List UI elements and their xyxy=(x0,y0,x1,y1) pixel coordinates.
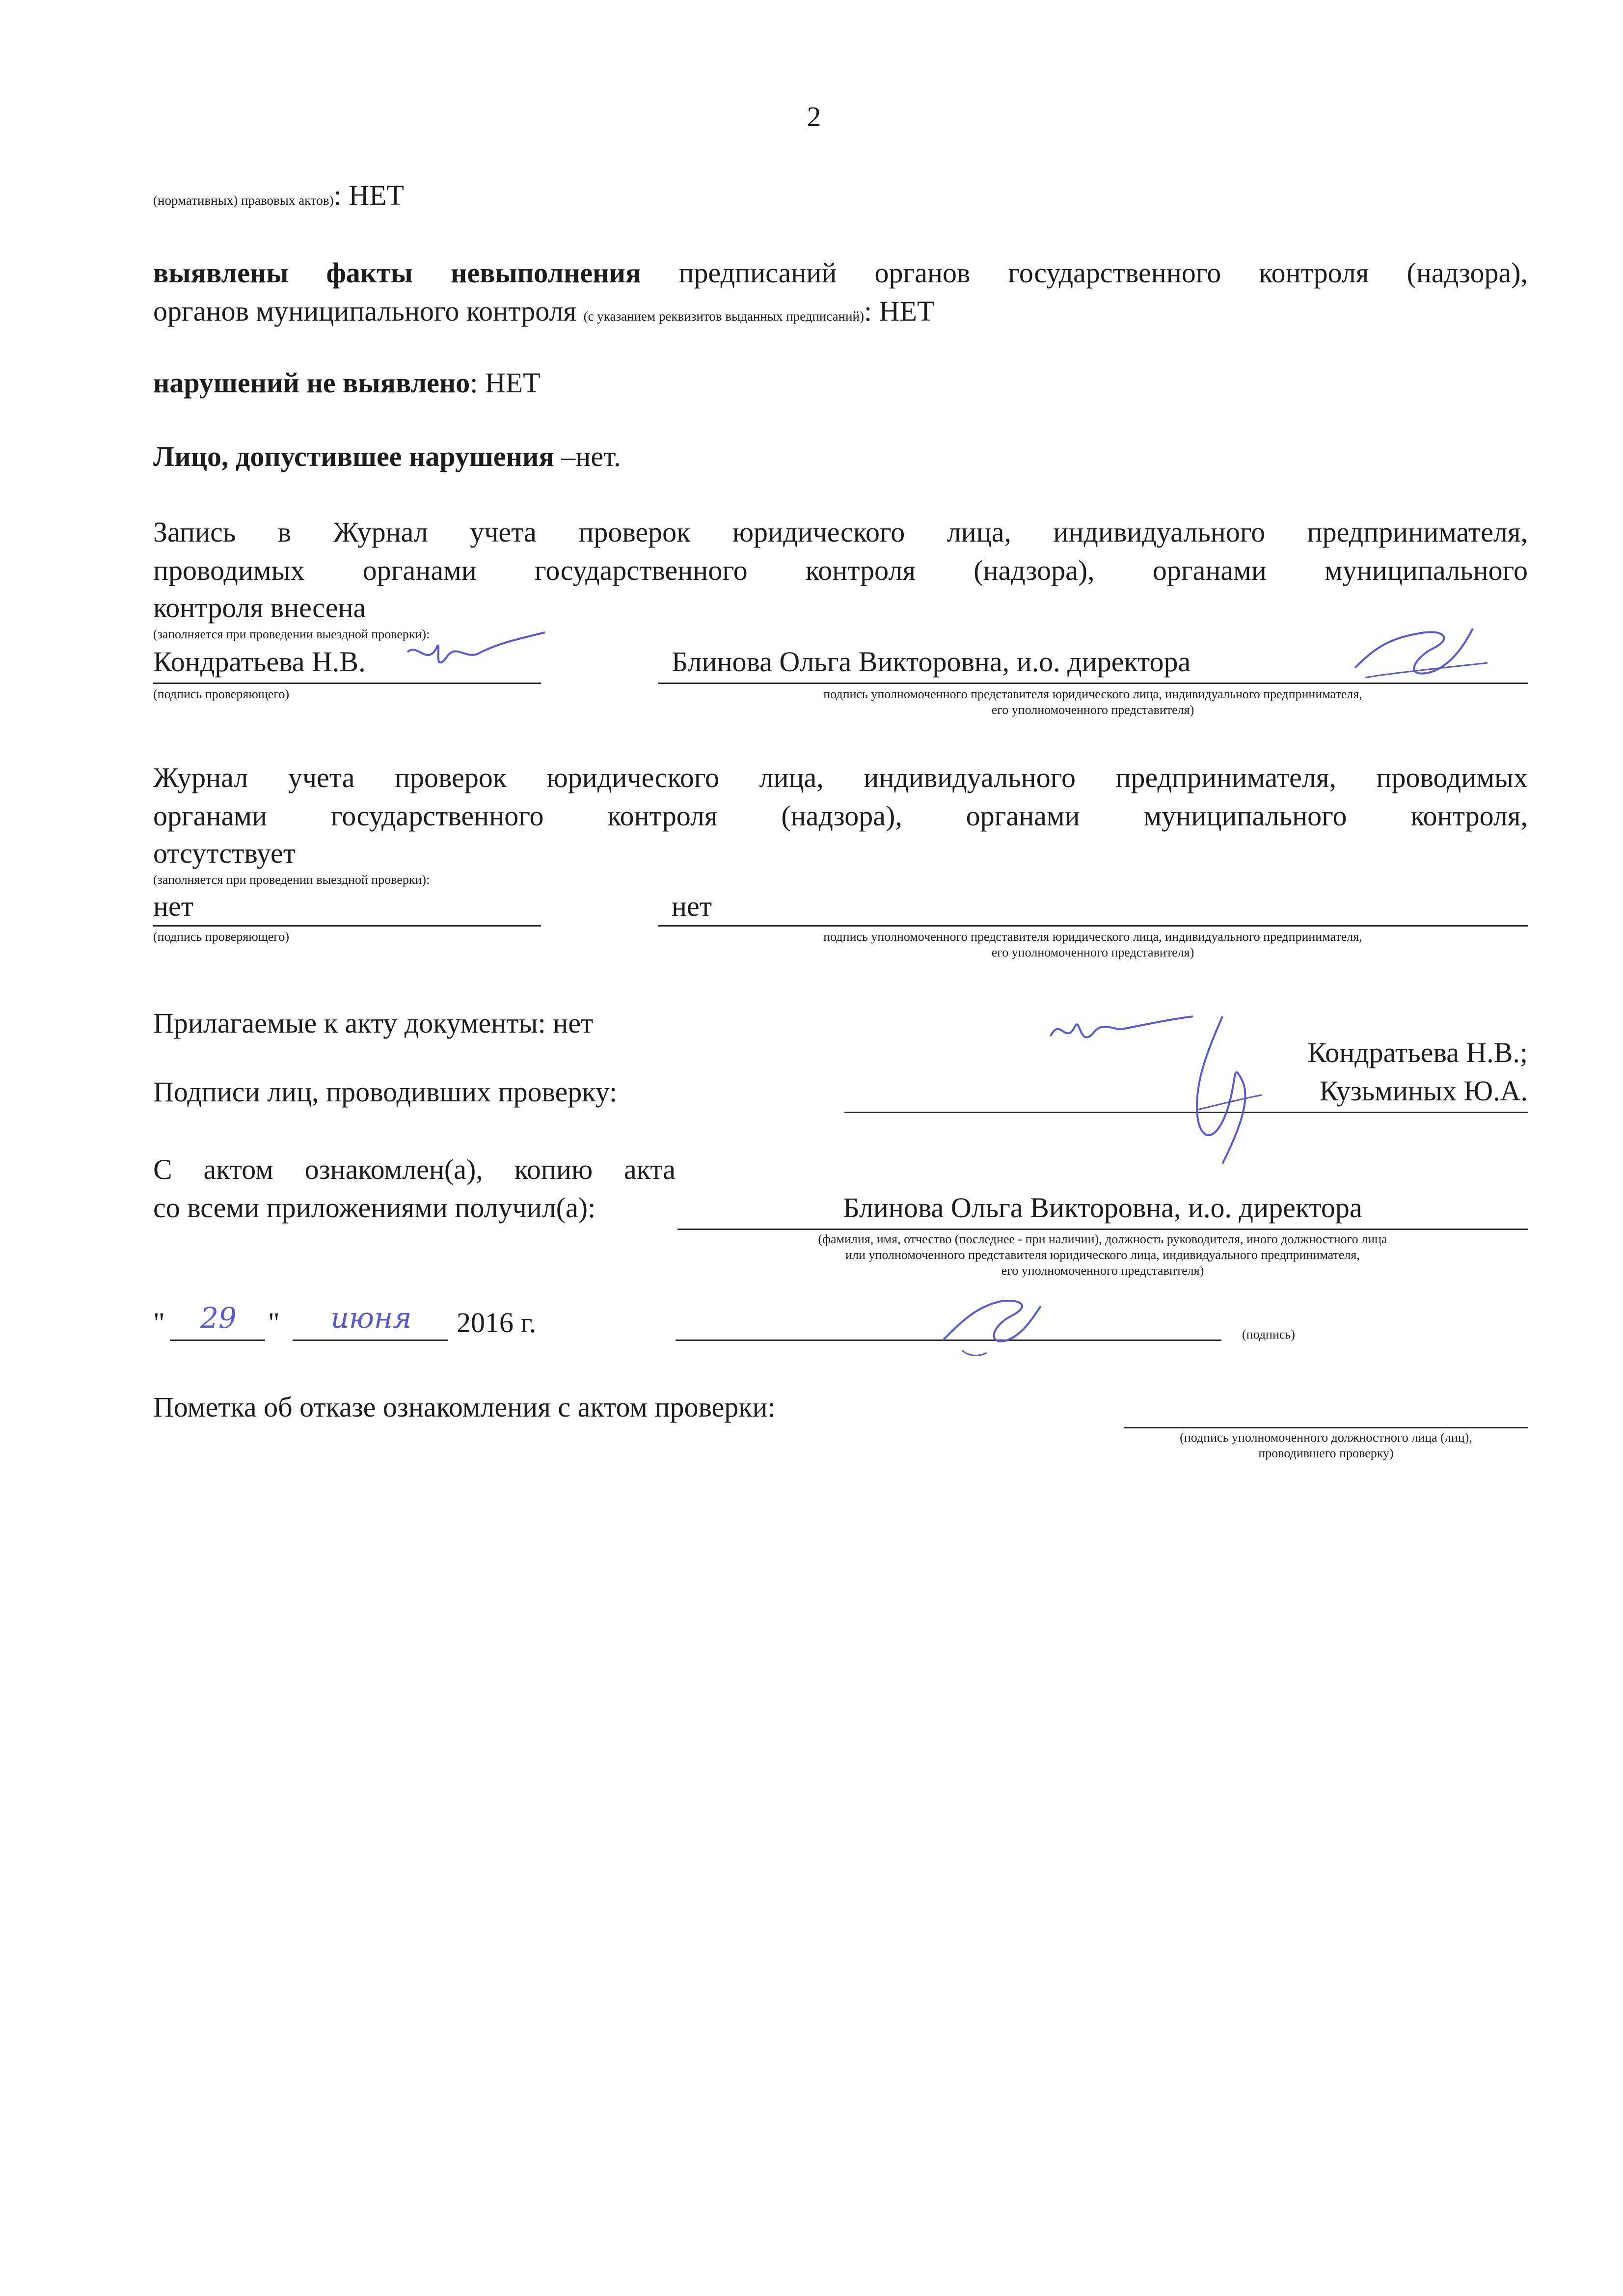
representative-name: Блинова Ольга Викторовна, и.о. директора xyxy=(672,646,1191,678)
journal-entry-line-2: проводимых органами государственного контроля (надзора), органами муниципального xyxy=(153,554,1528,586)
non-fulfilment-line-1 xyxy=(153,254,1528,292)
non-fulfilment-line-2 xyxy=(153,293,934,330)
violator-line xyxy=(153,438,621,475)
no-violations-heading: нарушений не выявлено xyxy=(153,367,470,399)
violator-value: –нет. xyxy=(554,440,621,472)
page-number: 2 xyxy=(807,101,821,133)
inspector-caption: (подпись проверяющего) xyxy=(153,687,289,701)
refusal-caption-1: (подпись уполномоченного должностного лица (лиц), xyxy=(1180,1430,1472,1445)
non-fulfilment-text: предписаний органов государственного контроля (надзора), xyxy=(641,257,1528,289)
inspector-signature-mark xyxy=(403,623,550,686)
legal-acts-label: (нормативных) правовых актов) xyxy=(153,193,334,208)
acknowledgement-caption-3: его уполномоченного представителя) xyxy=(1001,1263,1204,1278)
date-month: июня xyxy=(330,1301,412,1335)
date-open-quote: " xyxy=(153,1307,165,1339)
inspector-name: Кондратьева Н.В. xyxy=(153,646,366,678)
acknowledgement-signature-mark xyxy=(933,1286,1051,1360)
refusal-label: Пометка об отказе ознакомления с актом проверки: xyxy=(153,1391,776,1423)
journal-absent-left-value: нет xyxy=(153,890,194,922)
journal-absent-note: (заполняется при проведении выездной проверки): xyxy=(153,873,430,887)
signer-2-signature-mark xyxy=(1178,1011,1267,1174)
journal-absent-right-caption-1: подпись уполномоченного представителя юридического лица, индивидуального предпринимателя, xyxy=(823,929,1362,944)
acknowledgement-caption-1: (фамилия, имя, отчество (последнее - при наличии), должность руководителя, иного должностного лица xyxy=(818,1232,1387,1246)
non-fulfilment-value: : НЕТ xyxy=(864,295,935,327)
journal-entry-note: (заполняется при проведении выездной проверки): xyxy=(153,627,430,641)
refusal-caption-2: проводившего проверку) xyxy=(1258,1446,1394,1460)
date-day-line xyxy=(170,1339,265,1341)
refusal-signature-line xyxy=(1124,1427,1528,1428)
no-violations-line xyxy=(153,364,541,402)
signers-label: Подписи лиц, проводивших проверку: xyxy=(153,1076,618,1108)
journal-absent-line-3: отсутствует xyxy=(153,837,296,869)
journal-absent-line-1: Журнал учета проверок юридического лица, индивидуального предпринимателя, проводимых xyxy=(153,762,1528,793)
acknowledgement-line-1: С актом ознакомлен(а), копию акта xyxy=(153,1153,676,1185)
non-fulfilment-heading: выявлены факты невыполнения xyxy=(153,257,641,289)
signature-caption: (подпись) xyxy=(1242,1327,1295,1341)
acknowledgement-line xyxy=(677,1229,1528,1230)
representative-signature-mark xyxy=(1345,619,1492,687)
journal-absent-left-caption: (подпись проверяющего) xyxy=(153,929,289,944)
representative-caption-1: подпись уполномоченного представителя юридического лица, индивидуального предпринимателя, xyxy=(823,687,1362,701)
journal-absent-right-line xyxy=(658,925,1528,927)
no-violations-value: : НЕТ xyxy=(470,367,541,399)
attachments-line: Прилагаемые к акту документы: нет xyxy=(153,1007,594,1039)
journal-absent-line-2: органами государственного контроля (надзора), органами муниципального контроля, xyxy=(153,800,1528,832)
representative-caption-2: его уполномоченного представителя) xyxy=(991,703,1194,717)
signer-name-2: Кузьминых Ю.А. xyxy=(1319,1075,1528,1107)
acknowledgement-line-2: со всеми приложениями получил(а): xyxy=(153,1192,596,1224)
signer-1-signature-mark xyxy=(1041,1002,1198,1056)
journal-entry-line-3: контроля внесена xyxy=(153,592,366,624)
signer-name-1: Кондратьева Н.В.; xyxy=(1307,1037,1528,1068)
journal-absent-right-value: нет xyxy=(672,890,712,922)
journal-entry-line-1: Запись в Журнал учета проверок юридического лица, индивидуального предпринимателя, xyxy=(153,516,1528,548)
requisites-note: (с указанием реквизитов выданных предписаний) xyxy=(583,309,864,324)
legal-acts-line xyxy=(153,177,404,214)
journal-absent-left-line xyxy=(153,925,541,927)
date-day: 29 xyxy=(200,1301,237,1335)
journal-absent-right-caption-2: его уполномоченного представителя) xyxy=(991,945,1194,959)
municipal-control-text: органов муниципального контроля xyxy=(153,295,584,327)
violator-heading: Лицо, допустившее нарушения xyxy=(153,440,554,472)
date-close-quote: " xyxy=(268,1307,280,1339)
date-month-line xyxy=(293,1339,448,1341)
date-year: 2016 г. xyxy=(457,1307,537,1339)
acknowledgement-caption-2: или уполномоченного представителя юридического лица, индивидуального предпринимателя, xyxy=(845,1248,1360,1262)
acknowledgement-value: Блинова Ольга Викторовна, и.о. директора xyxy=(843,1192,1362,1224)
legal-acts-value: : НЕТ xyxy=(333,179,404,211)
